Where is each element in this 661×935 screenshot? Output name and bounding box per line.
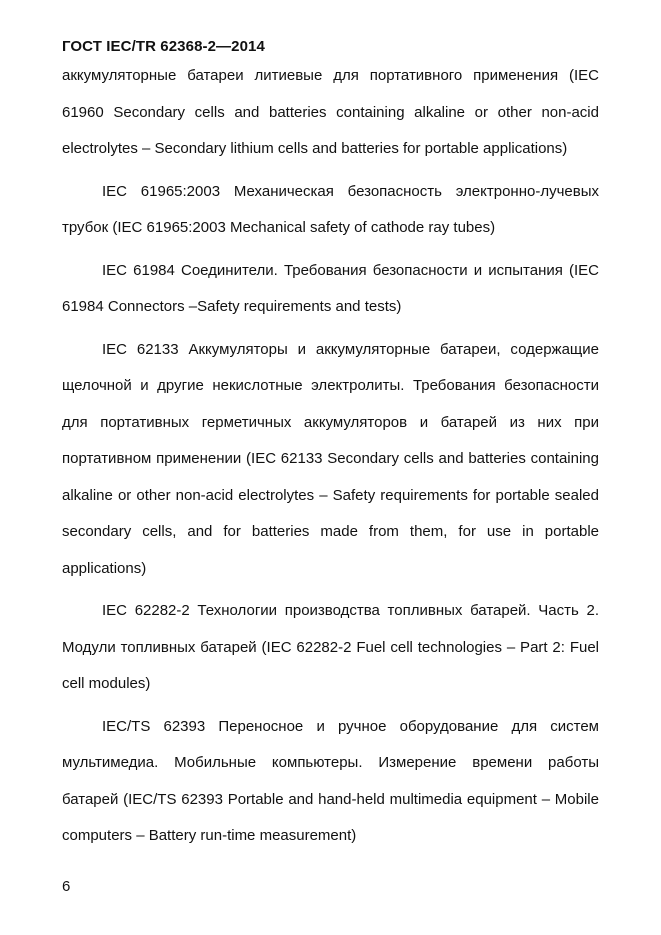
paragraph-iec-62133: IEC 62133 Аккумуляторы и аккумуляторные батареи, содержащие щелочной и другие некислотные электролиты. Требования безопасности для портативных герметичных аккумуляторов и батарей из них при портативном применении (IEC 62133 Secondary cells and batteries containing alkaline or other non-acid electrolytes – Safety requirements for portable sealed secondary cells, and for batteries made from them, for use in portable applications) <box>62 340 599 577</box>
paragraph-iec-61984: IEC 61984 Соединители. Требования безопасности и испытания (IEC 61984 Connectors –Safety requirements and tests) <box>62 261 599 315</box>
paragraph-iec-ts-62393: IEC/TS 62393 Переносное и ручное оборудование для систем мультимедиа. Мобильные компьютеры. Измерение времени работы батарей (IEC/TS 62393 Portable and hand-held multimedia equipment – Mobile computers – Battery run-time measurement) <box>62 717 599 844</box>
page-number: 6 <box>62 878 71 895</box>
paragraph-iec-61965: IEC 61965:2003 Механическая безопасность электронно-лучевых трубок (IEC 61965:2003 Mechanical safety of cathode ray tubes) <box>62 182 599 236</box>
document-header-title: ГОСТ IEC/TR 62368-2—2014 <box>62 38 265 55</box>
document-body <box>62 58 599 861</box>
paragraph-iec-62282-2: IEC 62282-2 Технологии производства топливных батарей. Часть 2. Модули топливных батарей (IEC 62282-2 Fuel cell technologies – Part 2: Fuel cell modules) <box>62 602 599 692</box>
paragraph-iec-61960-continuation: аккумуляторные батареи литиевые для портативного применения (IEC 61960 Secondary cells and batteries containing alkaline or other non-acid electrolytes – Secondary lithium cells and batteries for portable applications) <box>62 67 599 157</box>
